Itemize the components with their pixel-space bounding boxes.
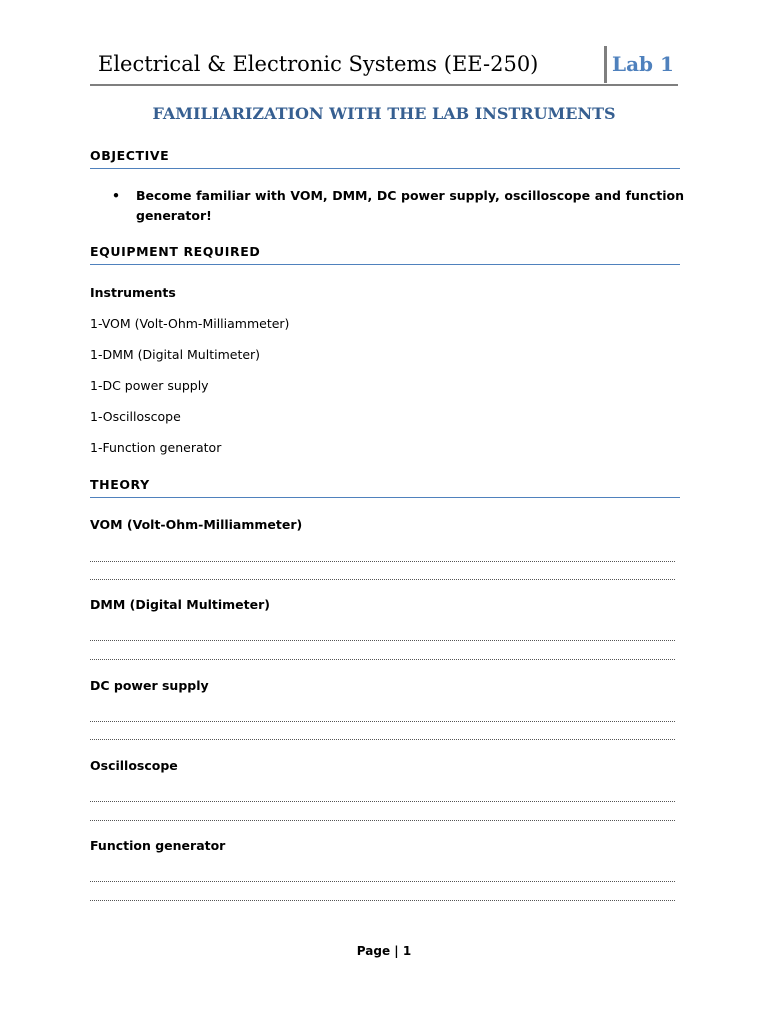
page-number: Page | 1 xyxy=(356,944,412,958)
section-heading: EQUIPMENT REQUIRED xyxy=(90,244,261,259)
section-heading: THEORY xyxy=(90,477,150,492)
equipment-item: 1-DMM (Digital Multimeter) xyxy=(90,347,261,362)
section-equipment xyxy=(90,244,680,265)
answer-line xyxy=(90,900,675,901)
answer-line xyxy=(90,640,675,641)
answer-line xyxy=(90,659,675,660)
section-objective xyxy=(90,148,680,169)
equipment-item: 1-DC power supply xyxy=(90,378,209,393)
course-title: Electrical & Electronic Systems (EE-250) xyxy=(98,52,539,76)
section-theory xyxy=(90,477,680,498)
section-heading: OBJECTIVE xyxy=(90,148,170,163)
answer-line xyxy=(90,721,675,722)
equipment-item: 1-Oscilloscope xyxy=(90,409,181,424)
answer-line xyxy=(90,739,675,740)
answer-line xyxy=(90,820,675,821)
answer-line xyxy=(90,801,675,802)
theory-subsection-function-generator: Function generator xyxy=(90,838,226,853)
header-divider xyxy=(604,46,607,83)
page-header xyxy=(90,44,678,86)
theory-subsection-dc-power-supply: DC power supply xyxy=(90,678,209,693)
lab-number: Lab 1 xyxy=(612,52,674,76)
answer-line xyxy=(90,579,675,580)
document-title: FAMILIARIZATION WITH THE LAB INSTRUMENTS xyxy=(152,104,616,123)
equipment-item: 1-VOM (Volt-Ohm-Milliammeter) xyxy=(90,316,290,331)
theory-subsection-oscilloscope: Oscilloscope xyxy=(90,758,178,773)
objective-text: Become familiar with VOM, DMM, DC power supply, oscilloscope and function generator! xyxy=(136,188,684,223)
instruments-subheading: Instruments xyxy=(90,285,176,300)
equipment-item: 1-Function generator xyxy=(90,440,222,455)
bullet-marker: • xyxy=(112,188,120,203)
answer-line xyxy=(90,561,675,562)
answer-line xyxy=(90,881,675,882)
theory-subsection-dmm: DMM (Digital Multimeter) xyxy=(90,597,270,612)
theory-subsection-vom: VOM (Volt-Ohm-Milliammeter) xyxy=(90,517,303,532)
